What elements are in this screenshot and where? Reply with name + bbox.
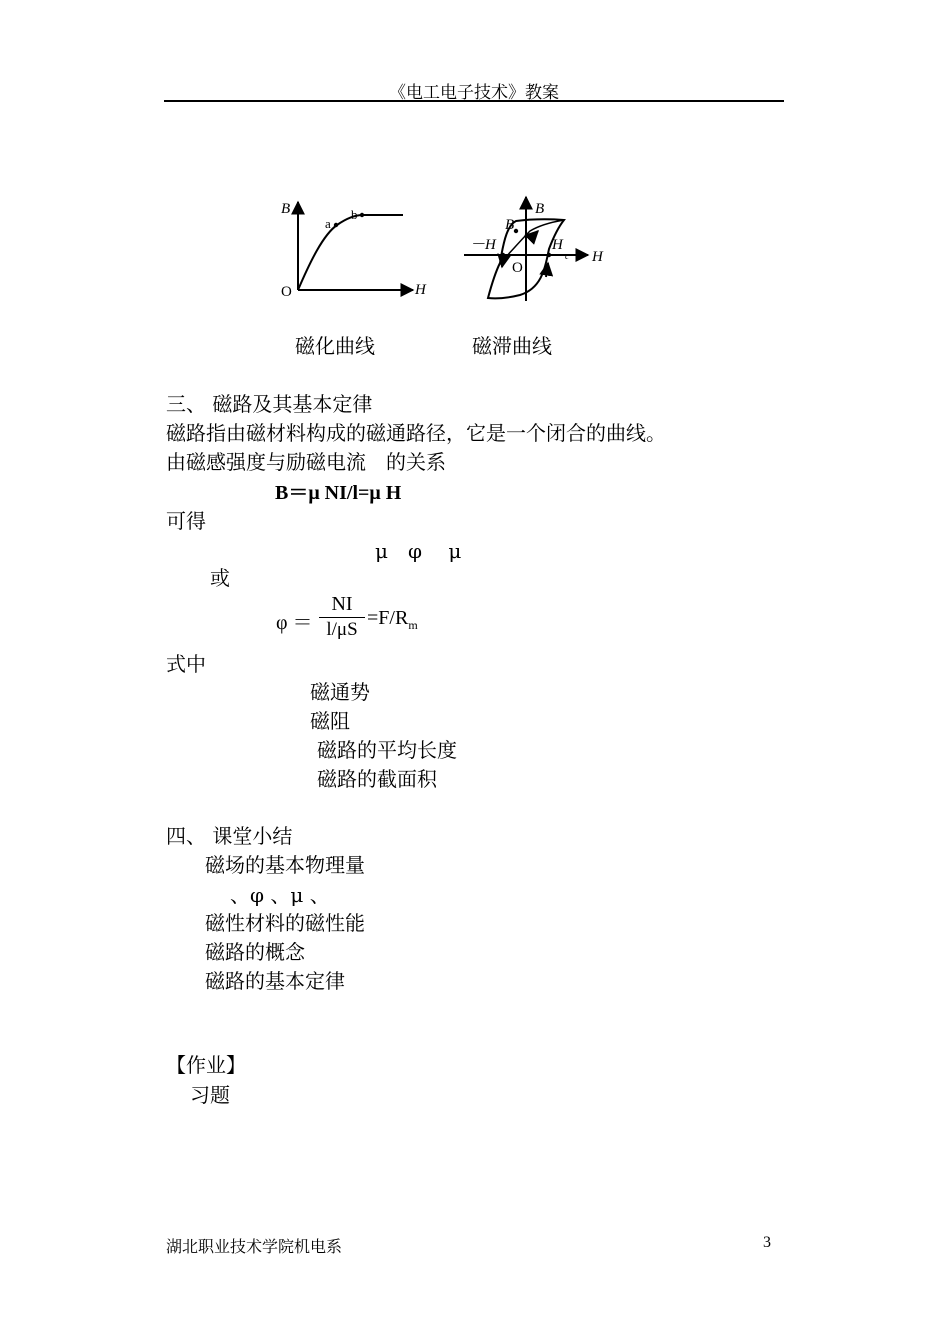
- hys-y-label: B: [535, 201, 545, 217]
- footer-org: 湖北职业技术学院机电系: [166, 1237, 343, 1256]
- mag-point-a: [334, 223, 338, 227]
- greek-symbols-line: μ φ μ: [375, 539, 462, 563]
- def-item-3: 磁路的截面积: [317, 767, 437, 791]
- hysteresis-curve-figure: [460, 193, 615, 308]
- homework-content: 习题: [190, 1083, 230, 1107]
- header-rule: [164, 100, 784, 102]
- hys-neg-h-label: －H: [470, 237, 496, 253]
- hys-point-negh: [501, 253, 505, 257]
- formula-b-mu-h: B＝μ NI/l=μ H: [275, 482, 402, 504]
- def-item-0: 磁通势: [310, 680, 370, 704]
- hys-origin-label: O: [512, 260, 523, 276]
- fraction-denominator: l/μS: [326, 619, 358, 640]
- def-item-1: 磁阻: [310, 709, 350, 733]
- phi-equals: φ ＝: [276, 612, 313, 634]
- summary-item-1: 、φ 、μ 、: [230, 883, 330, 907]
- mag-y-label: B: [281, 201, 291, 217]
- hys-arrow-upper: [530, 231, 538, 239]
- section3-line1: 磁路指由磁材料构成的磁通路径，它是一个闭合的曲线。: [166, 421, 666, 445]
- hys-x-label: H: [592, 249, 603, 265]
- hys-arrow-right: [546, 263, 548, 277]
- hys-br-label: B: [505, 217, 515, 233]
- hys-point-hc: [547, 253, 551, 257]
- magnetization-curve-figure: [275, 190, 435, 305]
- rhs-subscript: m: [408, 618, 418, 632]
- mag-point-b: [360, 213, 364, 217]
- magnetization-caption: 磁化曲线: [295, 334, 375, 358]
- mag-b-label: b: [351, 207, 358, 222]
- def-item-2: 磁路的平均长度: [317, 738, 457, 762]
- mag-x-label: H: [415, 282, 426, 298]
- section3-heading: 三、 磁路及其基本定律: [166, 392, 373, 416]
- hys-point-br: [514, 229, 518, 233]
- kede-text: 可得: [166, 509, 206, 533]
- rhs-text: =F/R: [367, 607, 409, 629]
- hys-hc-label: H: [552, 237, 563, 253]
- fraction-rhs: [367, 607, 418, 633]
- shizhong-text: 式中: [166, 652, 206, 676]
- section3-line2: 由磁感强度与励磁电流 的关系: [166, 450, 446, 474]
- summary-item-2: 磁性材料的磁性能: [205, 911, 365, 935]
- fraction-numerator: NI: [331, 593, 353, 615]
- hysteresis-caption: 磁滞曲线: [472, 334, 552, 358]
- flux-fraction: [318, 593, 366, 642]
- summary-item-3: 磁路的概念: [205, 940, 305, 964]
- page-number: 3: [763, 1234, 771, 1251]
- homework-heading: 【作业】: [166, 1053, 246, 1077]
- summary-item-4: 磁路的基本定律: [205, 969, 345, 993]
- hys-hc-sub: c: [565, 251, 569, 261]
- mag-curve: [298, 215, 403, 290]
- huo-text: 或: [210, 566, 230, 590]
- page-header-title: 《电工电子技术》教案: [389, 83, 559, 103]
- section4-heading: 四、 课堂小结: [166, 824, 293, 848]
- mag-a-label: a: [325, 216, 331, 231]
- summary-item-0: 磁场的基本物理量: [205, 853, 365, 877]
- mag-origin-label: O: [281, 284, 292, 300]
